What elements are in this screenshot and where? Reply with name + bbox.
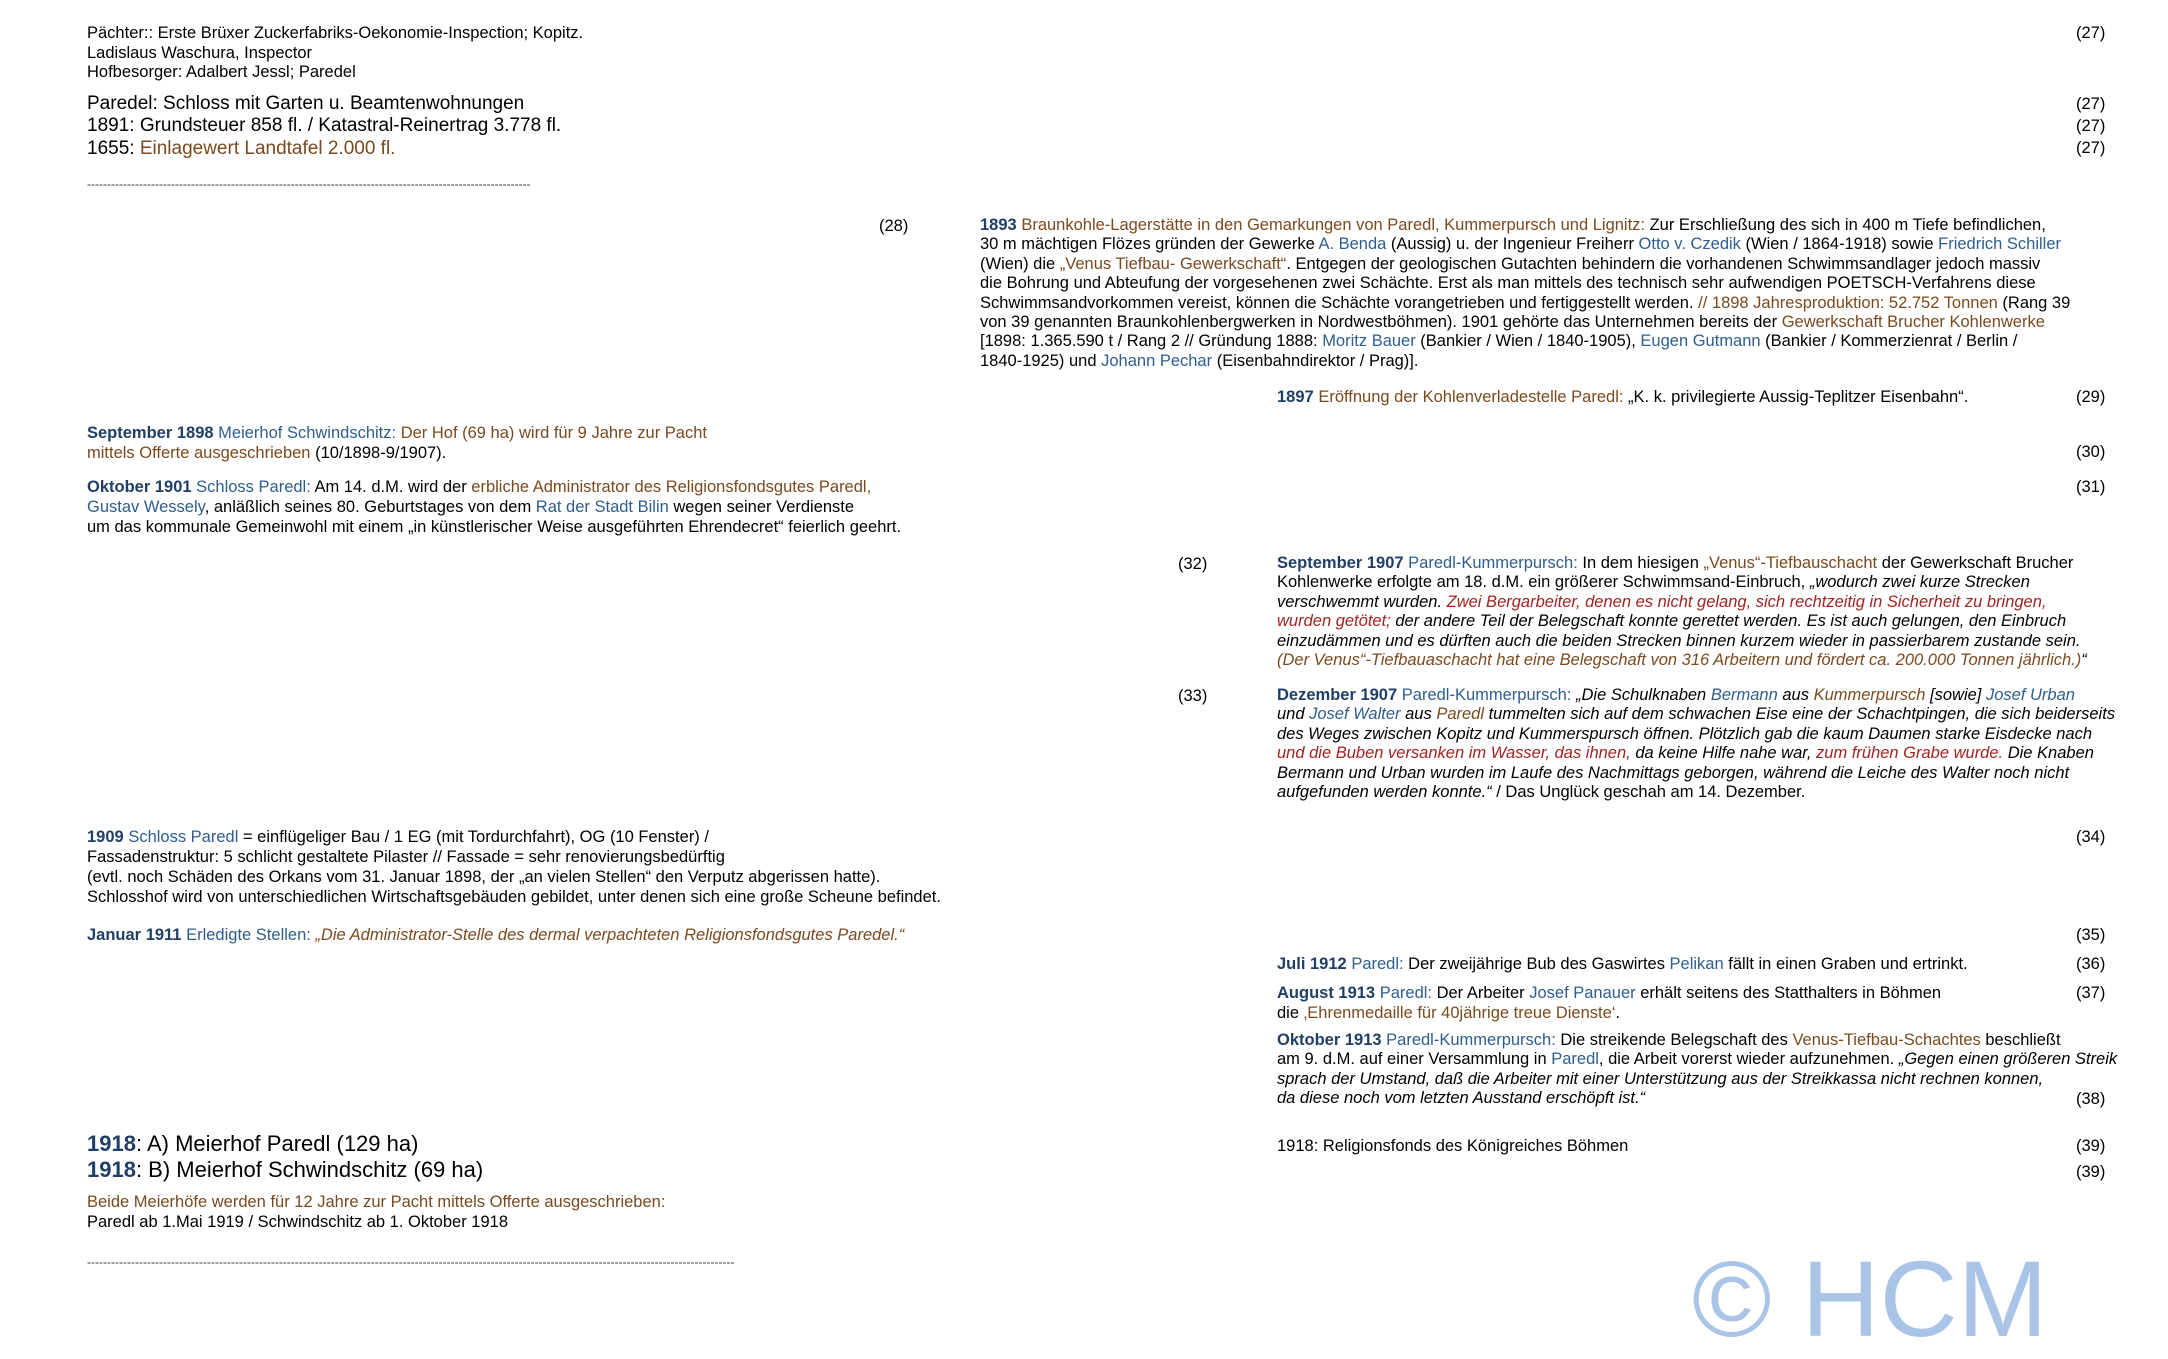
- footnote-ref: (35): [2076, 926, 2106, 944]
- entry-1901-wessely: Oktober 1901 Schloss Paredl: Am 14. d.M. wird der erbliche Administrator des Religionsfondsgutes Paredl, Gustav Wessely, anläßlich seines 80. Geburtstages von dem Rat der Stadt Bilin wegen seiner Verdienste um das kommunale Gemeinwohl mit einem „in künstlerischer Weise ausgeführten Ehrendecret“ feierlich geehrt.: [87, 478, 902, 536]
- footnote-ref: (38): [2076, 1090, 2106, 1108]
- footnote-ref: (27): [2076, 139, 2106, 157]
- entry-1893-lignite: 1893 Braunkohle-Lagerstätte in den Gemarkungen von Paredl, Kummerpursch und Lignitz: Zur Erschließung des sich in 400 m Tiefe befindlichen, 30 m mächtigen Flözes gründen der Gewerke A. Benda (Aussig) u. der Ingenieur Freiherr Otto v. Czedik (Wien / 1864-1918) sowie Friedrich Schiller (Wien) die „Venus Tiefbau- Gewerkschaft“. Entgegen der geologischen Gutachten behindern die vorhandenen Schwimmsandlager jedoch massiv die Bohrung und Abteufung der vorgesehenen zwei Schächte. Erst als man mittels des technisch sehr aufwendigen POETSCH-Verfahrens diese Schwimmsandvorkommen vereist, können die Schächte vorangetrieben und fertiggestellt werden. // 1898 Jahresproduktion: 52.752 Tonnen (Rang 39 von 39 genannten Braunkohlenbergwerken in Nordwestböhmen). 1901 gehörte das Unternehmen bereits der Gewerkschaft Brucher Kohlenwerke [1898: 1.365.590 t / Rang 2 // Gründung 1888: Moritz Bauer (Bankier / Wien / 1840-1905), Eugen Gutmann (Bankier / Kommerzienrat / Berlin / 1840-1925) und Johann Pechar (Eisenbahndirektor / Prag)].: [980, 216, 2071, 370]
- entry-1912-drowning: Juli 1912 Paredl: Der zweijährige Bub des Gaswirtes Pelikan fällt in einen Graben und ertrinkt.: [1277, 955, 1968, 973]
- footnote-ref: (34): [2076, 828, 2106, 846]
- caretaker-line: Hofbesorger: Adalbert Jessl; Paredel: [87, 63, 356, 81]
- footnote-ref: (30): [2076, 443, 2106, 461]
- divider: ------------------------------------------------------------------------------------------------------------------------------------------------------------------: [87, 1255, 735, 1269]
- paredel-castle-line: Paredel: Schloss mit Garten u. Beamtenwohnungen: [87, 93, 525, 114]
- footnote-ref: (37): [2076, 984, 2106, 1002]
- footnote-ref: (28): [879, 217, 909, 235]
- paredel-tax-line: 1891: Grundsteuer 858 fl. / Katastral-Reinertrag 3.778 fl.: [87, 115, 562, 136]
- footnote-ref: (39): [2076, 1163, 2106, 1181]
- entry-1898-schwindschitz: September 1898 Meierhof Schwindschitz: Der Hof (69 ha) wird für 9 Jahre zur Pacht mittels Offerte ausgeschrieben (10/1898-9/1907).: [87, 424, 707, 462]
- land-register-value: Einlagewert Landtafel 2.000 fl.: [139, 138, 396, 159]
- footnote-ref: (27): [2076, 95, 2106, 113]
- entry-1911-vacancy: Januar 1911 Erledigte Stellen: „Die Administrator-Stelle des dermal verpachteten Religionsfondsgutes Paredel.“: [87, 926, 905, 944]
- entry-1913-strike: Oktober 1913 Paredl-Kummerpursch: Die streikende Belegschaft des Venus-Tiefbau-Schachtes beschließt am 9. d.M. auf einer Versammlung in Paredl, die Arbeit vorerst wieder aufzunehmen. „Gegen einen größeren Streik sprach der Umstand, daß die Arbeiter mit einer Unterstützung aus der Streikkassa nicht rechnen konnen, da diese noch vom letzten Ausstand erschöpft ist.“: [1277, 1031, 2118, 1108]
- meierhof-schwindschitz-line: 1918: B) Meierhof Schwindschitz (69 ha): [87, 1157, 484, 1182]
- inspector-line: Ladislaus Waschura, Inspector: [87, 44, 312, 62]
- footnote-ref: (31): [2076, 478, 2106, 496]
- footnote-ref: (39): [2076, 1137, 2106, 1155]
- entry-1907-sand-collapse: September 1907 Paredl-Kummerpursch: In dem hiesigen „Venus“-Tiefbauschacht der Gewerkschaft Brucher Kohlenwerke erfolgte am 18. d.M. ein größerer Schwimmsand-Einbruch, „wodurch zwei kurze Strecken verschwemmt wurden. Zwei Bergarbeiter, denen es nicht gelang, sich rechtzeitig in Sicherheit zu bringen, wurden getötet; der andere Teil der Belegschaft konnte gerettet werden. Es ist auch gelungen, den Einbruch einzudämmen und es dürften auch die beiden Strecken binnen kurzem wieder in passierbarem zustande sein. (Der Venus“-Tiefbauaschacht hat eine Belegschaft von 316 Arbeitern und fördert ca. 200.000 Tonnen jährlich.)“: [1277, 554, 2087, 670]
- footnote-ref: (36): [2076, 955, 2106, 973]
- footnote-ref: (32): [1178, 555, 1208, 573]
- divider: ---------------------------------------------------------------------------------------------------------------: [87, 177, 531, 191]
- footnote-ref: (27): [2076, 24, 2106, 42]
- entry-1897-loading-station: 1897 Eröffnung der Kohlenverladestelle Paredl: „K. k. privilegierte Aussig-Teplitzer Eisenbahn“.: [1277, 388, 1969, 406]
- copyright-watermark: © HCM: [1692, 1238, 2048, 1359]
- footnote-ref: (33): [1178, 687, 1208, 705]
- tenant-line: Pächter:: Erste Brüxer Zuckerfabriks-Oekonomie-Inspection; Kopitz.: [87, 24, 584, 42]
- meierhof-paredl-line: 1918: A) Meierhof Paredl (129 ha): [87, 1131, 419, 1156]
- entry-1907-ice-accident: Dezember 1907 Paredl-Kummerpursch: „Die Schulknaben Bermann aus Kummerpursch [sowie] Josef Urban und Josef Walter aus Paredl tummelten sich auf dem schwachen Eise eine der Schachtpingen, die sich beiderseits des Weges zwischen Kopitz und Kummerspursch öffnen. Plötzlich gab die kaum Daumen starke Eisdecke nach und die Buben versanken im Wasser, das ihnen, da keine Hilfe nahe war, zum frühen Grabe wurde. Die Knaben Bermann und Urban wurden im Laufe des Nachmittags geborgen, während die Leiche des Walter noch nicht aufgefunden werden konnte.“ / Das Unglück geschah am 14. Dezember.: [1277, 686, 2116, 802]
- paredel-value-line: 1655: Einlagewert Landtafel 2.000 fl.: [87, 138, 396, 159]
- lease-dates: Paredl ab 1.Mai 1919 / Schwindschitz ab 1. Oktober 1918: [87, 1213, 508, 1231]
- entry-1909-castle: 1909 Schloss Paredl = einflügeliger Bau / 1 EG (mit Tordurchfahrt), OG (10 Fenster) / Fassadenstruktur: 5 schlicht gestaltete Pilaster // Fassade = sehr renovierungsbedürftig (evtl. noch Schäden des Orkans vom 31. Januar 1898, der „an vielen Stellen“ den Verputz abgerissen hatte). Schlosshof wird von unterschiedlichen Wirtschaftsgebäuden gebildet, unter denen sich eine große Scheune befindet.: [87, 828, 941, 906]
- footnote-ref: (29): [2076, 388, 2106, 406]
- footnote-ref: (27): [2076, 117, 2106, 135]
- religionsfonds-line: 1918: Religionsfonds des Königreiches Böhmen: [1277, 1137, 1629, 1155]
- entry-1913-medal: August 1913 Paredl: Der Arbeiter Josef Panauer erhält seitens des Statthalters in Böhmen die ‚Ehrenmedaille für 40jährige treue Dienste‘.: [1277, 984, 1942, 1022]
- lease-announcement: Beide Meierhöfe werden für 12 Jahre zur Pacht mittels Offerte ausgeschrieben:: [87, 1193, 666, 1211]
